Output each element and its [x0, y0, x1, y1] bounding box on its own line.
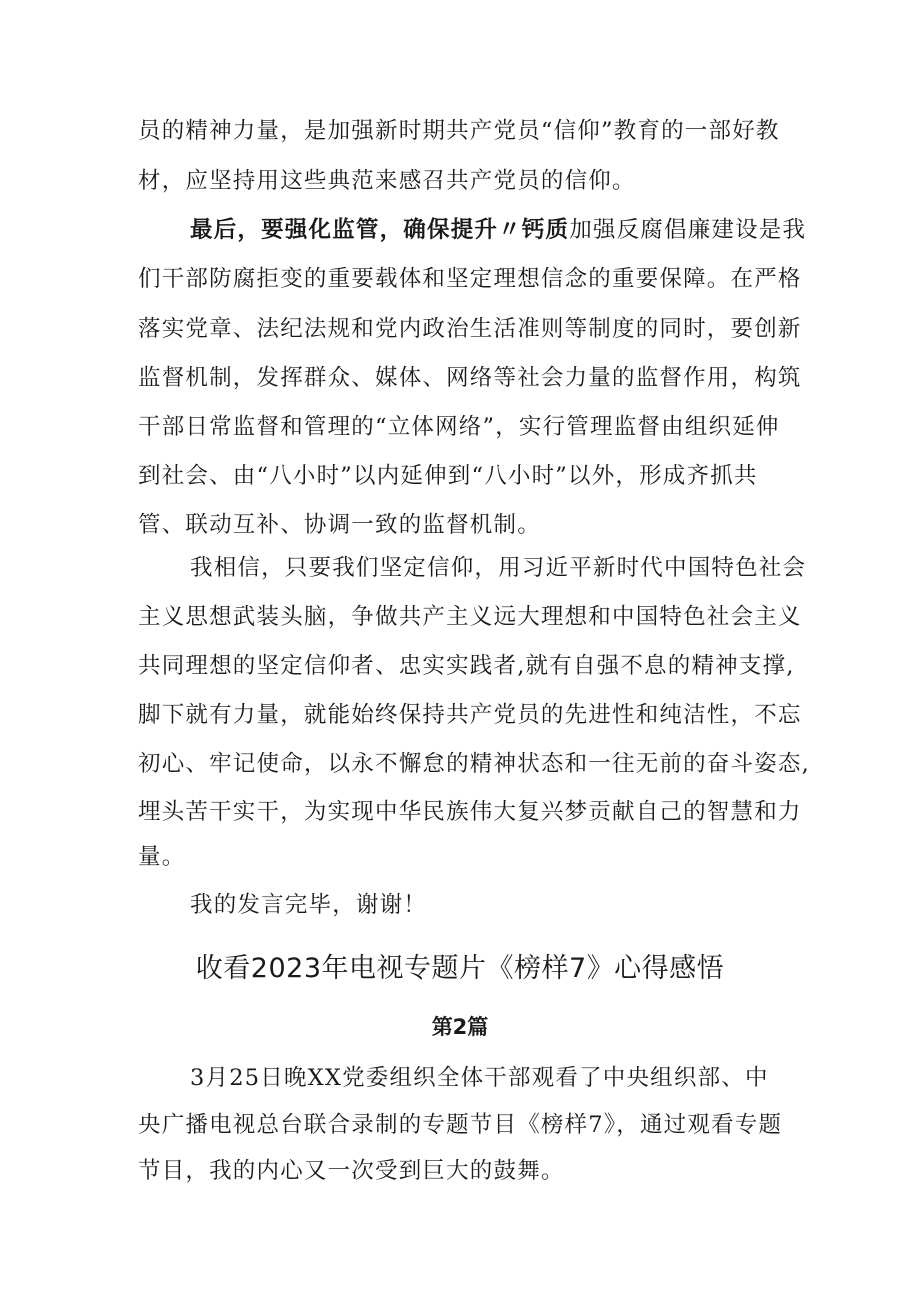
paragraph-line: 3月25日晚XX党委组织全体干部观看了中央组织部、中 [190, 1065, 769, 1091]
section-heading: 最后，要强化监管，确保提升〃钙质 [190, 217, 570, 243]
closing-line: 我的发言完毕，谢谢！ [190, 892, 428, 918]
paragraph-line: 节目，我的内心又一次受到巨大的鼓舞。 [138, 1158, 565, 1184]
paragraph-line: 埋头苦干实干，为实现中华民族伟大复兴梦贡献自己的智慧和力 [138, 799, 802, 825]
paragraph-line: 量。 [138, 844, 186, 870]
paragraph-line: 管、联动互补、协调一致的监督机制。 [138, 512, 541, 538]
paragraph-line: 材，应坚持用这些典范来感召共产党员的信仰。 [138, 168, 636, 194]
paragraph-line: 到社会、由“八小时”以内延伸到“八小时”以外，形成齐抓共 [138, 463, 758, 489]
paragraph-line [190, 215, 806, 245]
paragraph-line: 监督机制，发挥群众、媒体、网络等社会力量的监督作用，构筑 [138, 365, 802, 391]
paragraph-line: 共同理想的坚定信仰者、忠实实践者,就有自强不息的精神支撑, [138, 653, 795, 679]
article-part-label: 第2篇 [431, 1015, 489, 1039]
paragraph-line: 们干部防腐拒变的重要载体和坚定理想信念的重要保障。在严格 [138, 266, 802, 292]
paragraph-line: 初心、牢记使命，以永不懈怠的精神状态和一往无前的奋斗姿态, [138, 751, 810, 777]
paragraph-line: 干部日常监督和管理的“立体网络”，实行管理监督由组织延伸 [138, 414, 780, 440]
paragraph-line: 央广播电视总台联合录制的专题节目《榜样7》，通过观看专题 [138, 1112, 783, 1138]
article-title: 收看2023年电视专题片《榜样7》心得感悟 [195, 953, 725, 984]
paragraph-line: 脚下就有力量，就能始终保持共产党员的先进性和纯洁性，不忘 [138, 702, 802, 728]
paragraph-line: 主义思想武装头脑，争做共产主义远大理想和中国特色社会主义 [138, 604, 802, 630]
paragraph-text: 加强反腐倡廉建设是我 [569, 217, 807, 243]
paragraph-line: 我相信，只要我们坚定信仰，用习近平新时代中国特色社会 [190, 555, 807, 581]
paragraph-line: 落实党章、法纪法规和党内政治生活准则等制度的同时，要创新 [138, 316, 802, 342]
paragraph-line: 员的精神力量，是加强新时期共产党员“信仰”教育的一部好教 [138, 118, 780, 144]
